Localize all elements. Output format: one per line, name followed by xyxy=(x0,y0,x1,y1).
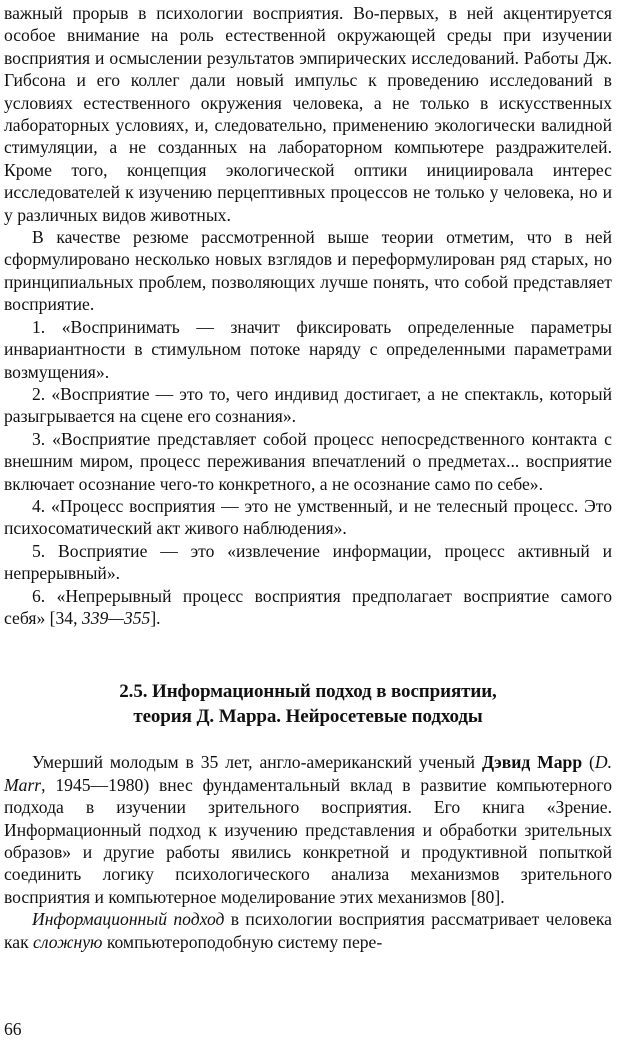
marr-open-paren: ( xyxy=(582,752,595,773)
section-heading-line-1: 2.5. Информационный подход в восприятии, xyxy=(119,681,497,703)
info-approach-mid: в психологии восприятия рассматривает человека как xyxy=(4,909,612,952)
list-item-2: 2. «Восприятие — это то, чего индивид достигает, а не спектакль, который разыгрывается на сцене его сознания». xyxy=(4,383,612,427)
section-heading-line-2: теория Д. Марра. Нейросетевые подходы xyxy=(133,706,483,728)
list-item-1: 1. «Воспринимать — значит фиксировать определенные параметры инвариантности в стимульном потоке наряду с определенными параметрами возмущения». xyxy=(4,316,612,382)
paragraph-marr xyxy=(4,751,612,908)
page-number: 66 xyxy=(4,1019,22,1039)
paragraph-gibson-continuation: важный прорыв в психологии восприятия. Во-первых, в ней акцентируется особое внимание на роль естественной окружающей среды при изучении восприятия и осмыслении результатов эмпирических исследований. Работы Дж. Гибсона и его коллег дали новый импульс к проведению исследований в условиях естественного окружения человека, а не только в искусственных лабораторных условиях, и, следовательно, применению экологически валидной стимуляции, а не созданных на лабораторном компьютере раздражителей. Кроме того, концепция экологической оптики инициировала интерес исследователей к изучению перцептивных процессов не только у человека, но и у различных видов животных. xyxy=(4,3,612,225)
info-approach-term: Информационный подход xyxy=(32,909,225,930)
marr-intro: Умерший молодым в 35 лет, англо-американский ученый xyxy=(32,752,482,773)
section-heading xyxy=(4,679,612,729)
info-approach-term-2: сложную xyxy=(33,931,103,952)
list-item-5: 5. Восприятие — это «извлечение информации, процесс активный и непрерывный». xyxy=(4,540,612,584)
list-item-6-pages: 339—355 xyxy=(81,607,151,628)
list-item-6 xyxy=(4,585,612,630)
info-approach-end: компьютероподобную систему пере- xyxy=(102,931,383,952)
marr-rest: , 1945—1980) внес фундаментальный вклад в развитие компьютерного подхода в изучении зрительного восприятия. Его книга «Зрение. Информационный подход к изучению представления и обработки зрительных образов» и другие работы явились конкретной и продуктивной попыткой соединить логику психологического анализа механизмов зрительного восприятия и компьютерное моделирование этих механизмов [80]. xyxy=(4,774,612,907)
marr-name: Дэвид Марр xyxy=(482,752,583,773)
paragraph-information-approach xyxy=(4,908,612,953)
list-item-4: 4. «Процесс восприятия — это не умственный, и не телесный процесс. Это психосоматический акт живого наблюдения». xyxy=(4,495,612,539)
marr-latin-name: D. Marr xyxy=(4,752,612,795)
paragraph-summary: В качестве резюме рассмотренной выше теории отметим, что в ней сформулировано несколько новых взглядов и переформулирован ряд старых, но принципиальных проблем, позволяющих лучше понять, что собой представляет восприятие. xyxy=(4,227,612,315)
list-item-3: 3. «Восприятие представляет собой процесс непосредственного контакта с внешним миром, процесс переживания впечатлений о предметах... восприятие включает осознание чего-то конкретного, а не осознание само по себе». xyxy=(4,428,612,494)
list-item-6-text: 6. «Непрерывный процесс восприятия предполагает восприятие самого себя» [34, xyxy=(4,585,612,628)
list-item-6-end: ]. xyxy=(150,607,161,628)
